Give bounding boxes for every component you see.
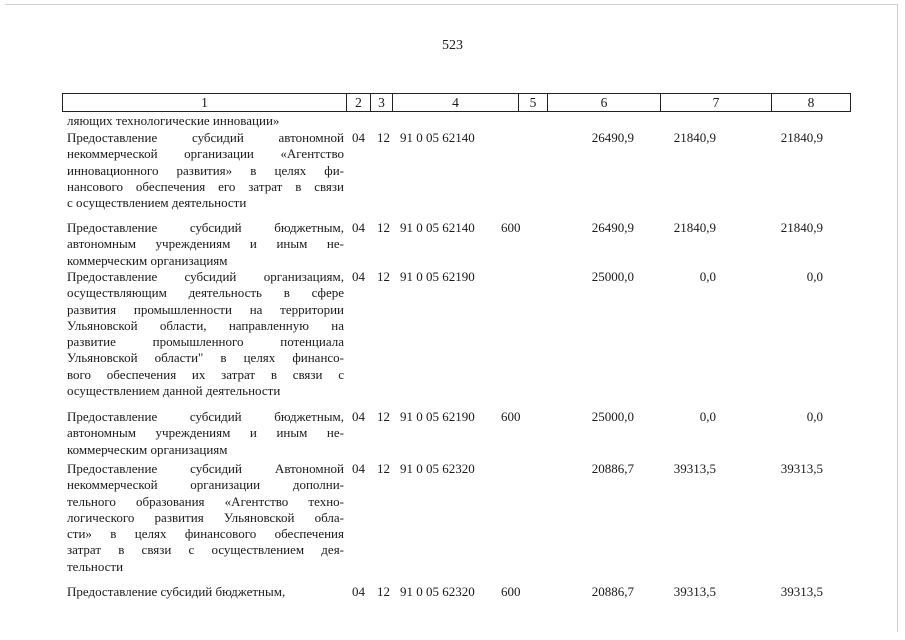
description-line: автономным учреждениям и иным не-: [67, 425, 344, 441]
description-line: Ульяновской области, направленную на: [67, 317, 344, 333]
description-line: развития промышленности на территории: [67, 301, 344, 317]
description-line: вого обеспечения их затрат в связи с: [67, 366, 344, 382]
cell-col-8: 39313,5: [780, 584, 823, 599]
description-line: Предоставление субсидий организациям,: [67, 269, 344, 284]
cell-col-2: 04: [352, 461, 365, 476]
header-col-1: 1: [63, 94, 347, 112]
description-line: тельности: [67, 558, 124, 574]
description-line: некоммерческой организации дополни-: [67, 477, 344, 493]
header-col-2: 2: [347, 94, 371, 112]
description-line: Предоставление субсидий Автономной: [67, 461, 344, 476]
description-line: осуществлением данной деятельности: [67, 383, 281, 399]
description-line: логического развития Ульяновской обла-: [67, 509, 344, 525]
header-col-6: 6: [548, 94, 661, 112]
cell-col-2: 04: [352, 409, 365, 424]
cell-col-8: 21840,9: [780, 130, 823, 145]
row-description: [67, 461, 344, 575]
description-line: некоммерческой организации «Агентство: [67, 146, 344, 162]
row-description: [67, 220, 344, 269]
description-line: Предоставление субсидий бюджетным,: [67, 584, 286, 599]
cell-col-3: 12: [377, 461, 390, 476]
cell-col-2: 04: [352, 220, 365, 235]
description-line: Ульяновской области" в целях финансо-: [67, 350, 344, 366]
header-col-3: 3: [371, 94, 393, 112]
cell-col-6: 20886,7: [591, 584, 634, 599]
description-line: развитие промышленного потенциала: [67, 334, 344, 350]
cell-col-5: 600: [501, 409, 521, 424]
description-line: автономным учреждениям и иным не-: [67, 236, 344, 252]
description-line: затрат в связи с осуществлением дея-: [67, 542, 344, 558]
cell-col-3: 12: [377, 130, 390, 145]
cell-col-3: 12: [377, 220, 390, 235]
description-line: коммерческим организациям: [67, 441, 228, 457]
cell-col-6: 20886,7: [591, 461, 634, 476]
description-line: инновационного развития» в целях фи-: [67, 162, 344, 178]
cell-col-6: 26490,9: [591, 220, 634, 235]
cell-col-7: 39313,5: [673, 584, 716, 599]
description-line: Предоставление субсидий автономной: [67, 130, 344, 145]
cell-col-4: 91 0 05 62190: [400, 409, 475, 424]
header-col-4: 4: [393, 94, 519, 112]
cell-col-7: 21840,9: [673, 220, 716, 235]
description-line: Предоставление субсидий бюджетным,: [67, 409, 344, 424]
cell-col-4: 91 0 05 62190: [400, 269, 475, 284]
cell-col-7: 39313,5: [673, 461, 716, 476]
cell-col-2: 04: [352, 584, 365, 599]
description-line: осуществляющим деятельность в сфере: [67, 285, 344, 301]
cell-col-3: 12: [377, 409, 390, 424]
cell-col-3: 12: [377, 584, 390, 599]
row-description: [67, 584, 344, 600]
cell-col-4: 91 0 05 62140: [400, 130, 475, 145]
description-line: Предоставление субсидий бюджетным,: [67, 220, 344, 235]
header-col-5: 5: [519, 94, 548, 112]
header-col-7: 7: [661, 94, 772, 112]
cell-col-3: 12: [377, 269, 390, 284]
row-description: [67, 269, 344, 399]
cell-col-2: 04: [352, 269, 365, 284]
table-header: [62, 93, 851, 112]
cell-col-5: 600: [501, 584, 521, 599]
row-description: [67, 409, 344, 458]
cell-col-4: 91 0 05 62140: [400, 220, 475, 235]
cell-col-8: 21840,9: [780, 220, 823, 235]
row-description: [67, 130, 344, 211]
cell-col-2: 04: [352, 130, 365, 145]
description-line: коммерческим организациям: [67, 252, 228, 268]
cell-col-8: 0,0: [806, 409, 823, 424]
cell-col-6: 25000,0: [591, 409, 634, 424]
description-line: сти» в целях финансового обеспечения: [67, 526, 344, 542]
cell-col-7: 0,0: [699, 409, 716, 424]
cell-col-4: 91 0 05 62320: [400, 461, 475, 476]
row-description: [67, 113, 344, 129]
page-number: 523: [442, 38, 463, 53]
cell-col-6: 25000,0: [591, 269, 634, 284]
cell-col-7: 0,0: [699, 269, 716, 284]
description-line: ляющих технологические инновации»: [67, 113, 280, 128]
cell-col-5: 600: [501, 220, 521, 235]
cell-col-8: 39313,5: [780, 461, 823, 476]
header-col-8: 8: [772, 94, 851, 112]
cell-col-6: 26490,9: [591, 130, 634, 145]
description-line: тельного образования «Агентство техно-: [67, 493, 344, 509]
cell-col-7: 21840,9: [673, 130, 716, 145]
cell-col-8: 0,0: [806, 269, 823, 284]
description-line: нансового обеспечения его затрат в связи: [67, 178, 344, 194]
description-line: с осуществлением деятельности: [67, 195, 247, 211]
cell-col-4: 91 0 05 62320: [400, 584, 475, 599]
